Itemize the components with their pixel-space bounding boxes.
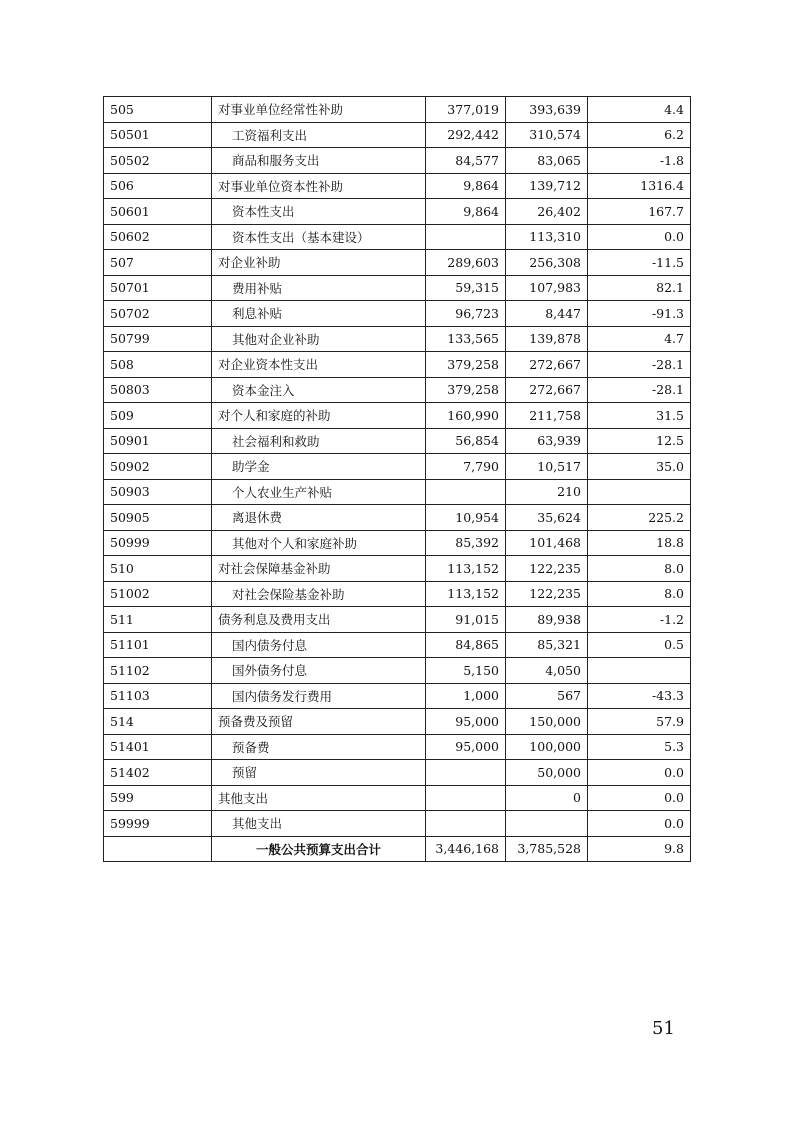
- subject-name-cell: 预备费及预留: [212, 709, 426, 735]
- table-row: [104, 607, 691, 633]
- subject-name-cell: 对社会保障基金补助: [212, 556, 426, 582]
- subject-code-cell: 50502: [104, 148, 212, 174]
- page-number: 51: [652, 1018, 675, 1039]
- subject-code-cell: 505: [104, 97, 212, 123]
- value-2019-cell: 1,000: [426, 683, 506, 709]
- value-2019-cell: 3,446,168: [426, 836, 506, 862]
- subject-name-cell: 一般公共预算支出合计: [212, 836, 426, 862]
- subject-name-cell: 对事业单位资本性补助: [212, 173, 426, 199]
- value-2019-cell: 56,854: [426, 428, 506, 454]
- growth-percent-cell: [588, 658, 691, 684]
- value-2019-cell: 379,258: [426, 377, 506, 403]
- subject-name-cell: 工资福利支出: [212, 122, 426, 148]
- subject-code-cell: 509: [104, 403, 212, 429]
- value-2020-cell: 272,667: [506, 352, 588, 378]
- value-2020-cell: 35,624: [506, 505, 588, 531]
- value-2019-cell: 9,864: [426, 199, 506, 225]
- budget-expenditure-table: [103, 96, 691, 862]
- growth-percent-cell: 4.7: [588, 326, 691, 352]
- value-2019-cell: 95,000: [426, 734, 506, 760]
- value-2019-cell: 113,152: [426, 581, 506, 607]
- value-2019-cell: [426, 785, 506, 811]
- table-row: [104, 556, 691, 582]
- value-2019-cell: 84,577: [426, 148, 506, 174]
- subject-code-cell: 50803: [104, 377, 212, 403]
- table-body: [104, 97, 691, 862]
- table-row: [104, 760, 691, 786]
- value-2019-cell: [426, 479, 506, 505]
- subject-code-cell: 51402: [104, 760, 212, 786]
- value-2020-cell: 113,310: [506, 224, 588, 250]
- subject-name-cell: 对企业补助: [212, 250, 426, 276]
- subject-name-cell: 其他对个人和家庭补助: [212, 530, 426, 556]
- subject-name-cell: 对企业资本性支出: [212, 352, 426, 378]
- table-row: [104, 326, 691, 352]
- subject-code-cell: 51102: [104, 658, 212, 684]
- value-2019-cell: 96,723: [426, 301, 506, 327]
- value-2020-cell: 393,639: [506, 97, 588, 123]
- value-2020-cell: 310,574: [506, 122, 588, 148]
- value-2019-cell: 84,865: [426, 632, 506, 658]
- value-2019-cell: [426, 760, 506, 786]
- table-row: [104, 479, 691, 505]
- subject-name-cell: 利息补贴: [212, 301, 426, 327]
- value-2020-cell: 272,667: [506, 377, 588, 403]
- subject-code-cell: 50702: [104, 301, 212, 327]
- growth-percent-cell: 8.0: [588, 556, 691, 582]
- growth-percent-cell: 35.0: [588, 454, 691, 480]
- subject-name-cell: 其他支出: [212, 785, 426, 811]
- value-2020-cell: 139,878: [506, 326, 588, 352]
- value-2019-cell: 91,015: [426, 607, 506, 633]
- growth-percent-cell: 225.2: [588, 505, 691, 531]
- subject-code-cell: 50901: [104, 428, 212, 454]
- subject-name-cell: 对个人和家庭的补助: [212, 403, 426, 429]
- growth-percent-cell: 0.5: [588, 632, 691, 658]
- value-2020-cell: 139,712: [506, 173, 588, 199]
- total-row: [104, 836, 691, 862]
- table-row: [104, 709, 691, 735]
- value-2020-cell: 100,000: [506, 734, 588, 760]
- value-2019-cell: [426, 811, 506, 837]
- growth-percent-cell: -91.3: [588, 301, 691, 327]
- table-row: [104, 632, 691, 658]
- subject-code-cell: 50602: [104, 224, 212, 250]
- table-row: [104, 122, 691, 148]
- subject-code-cell: 50902: [104, 454, 212, 480]
- value-2019-cell: 9,864: [426, 173, 506, 199]
- value-2020-cell: 107,983: [506, 275, 588, 301]
- subject-name-cell: 其他对企业补助: [212, 326, 426, 352]
- growth-percent-cell: 0.0: [588, 760, 691, 786]
- subject-code-cell: 50999: [104, 530, 212, 556]
- growth-percent-cell: 8.0: [588, 581, 691, 607]
- growth-percent-cell: 4.4: [588, 97, 691, 123]
- table-row: [104, 454, 691, 480]
- table-row: [104, 428, 691, 454]
- subject-name-cell: 国外债务付息: [212, 658, 426, 684]
- value-2020-cell: 256,308: [506, 250, 588, 276]
- value-2020-cell: 26,402: [506, 199, 588, 225]
- growth-percent-cell: 9.8: [588, 836, 691, 862]
- subject-name-cell: 个人农业生产补贴: [212, 479, 426, 505]
- value-2020-cell: 8,447: [506, 301, 588, 327]
- value-2020-cell: [506, 811, 588, 837]
- growth-percent-cell: [588, 479, 691, 505]
- subject-code-cell: 51002: [104, 581, 212, 607]
- growth-percent-cell: 31.5: [588, 403, 691, 429]
- table-row: [104, 301, 691, 327]
- value-2019-cell: 59,315: [426, 275, 506, 301]
- growth-percent-cell: -11.5: [588, 250, 691, 276]
- growth-percent-cell: 0.0: [588, 811, 691, 837]
- value-2020-cell: 210: [506, 479, 588, 505]
- subject-name-cell: 对社会保险基金补助: [212, 581, 426, 607]
- value-2020-cell: 0: [506, 785, 588, 811]
- subject-code-cell: 50905: [104, 505, 212, 531]
- value-2019-cell: 133,565: [426, 326, 506, 352]
- table-row: [104, 97, 691, 123]
- subject-code-cell: 50799: [104, 326, 212, 352]
- table-row: [104, 403, 691, 429]
- value-2019-cell: 160,990: [426, 403, 506, 429]
- value-2019-cell: 292,442: [426, 122, 506, 148]
- value-2020-cell: 85,321: [506, 632, 588, 658]
- value-2019-cell: [426, 224, 506, 250]
- subject-code-cell: [104, 836, 212, 862]
- value-2019-cell: 95,000: [426, 709, 506, 735]
- subject-name-cell: 资本性支出: [212, 199, 426, 225]
- value-2020-cell: 150,000: [506, 709, 588, 735]
- value-2019-cell: 379,258: [426, 352, 506, 378]
- growth-percent-cell: 167.7: [588, 199, 691, 225]
- subject-code-cell: 51101: [104, 632, 212, 658]
- value-2020-cell: 3,785,528: [506, 836, 588, 862]
- table-row: [104, 275, 691, 301]
- subject-name-cell: 国内债务付息: [212, 632, 426, 658]
- value-2020-cell: 89,938: [506, 607, 588, 633]
- growth-percent-cell: 1316.4: [588, 173, 691, 199]
- subject-name-cell: 其他支出: [212, 811, 426, 837]
- subject-code-cell: 510: [104, 556, 212, 582]
- table-row: [104, 148, 691, 174]
- subject-code-cell: 50701: [104, 275, 212, 301]
- value-2020-cell: 83,065: [506, 148, 588, 174]
- growth-percent-cell: -43.3: [588, 683, 691, 709]
- value-2019-cell: 7,790: [426, 454, 506, 480]
- subject-name-cell: 国内债务发行费用: [212, 683, 426, 709]
- table-row: [104, 811, 691, 837]
- subject-code-cell: 507: [104, 250, 212, 276]
- value-2020-cell: 63,939: [506, 428, 588, 454]
- value-2019-cell: 10,954: [426, 505, 506, 531]
- subject-name-cell: 费用补贴: [212, 275, 426, 301]
- table-row: [104, 377, 691, 403]
- table-row: [104, 734, 691, 760]
- subject-code-cell: 51103: [104, 683, 212, 709]
- value-2020-cell: 4,050: [506, 658, 588, 684]
- growth-percent-cell: 18.8: [588, 530, 691, 556]
- table-row: [104, 530, 691, 556]
- subject-code-cell: 508: [104, 352, 212, 378]
- growth-percent-cell: 82.1: [588, 275, 691, 301]
- subject-code-cell: 51401: [104, 734, 212, 760]
- value-2019-cell: 289,603: [426, 250, 506, 276]
- growth-percent-cell: 0.0: [588, 224, 691, 250]
- value-2019-cell: 377,019: [426, 97, 506, 123]
- growth-percent-cell: -1.2: [588, 607, 691, 633]
- subject-code-cell: 506: [104, 173, 212, 199]
- growth-percent-cell: 6.2: [588, 122, 691, 148]
- table-row: [104, 785, 691, 811]
- value-2019-cell: 85,392: [426, 530, 506, 556]
- subject-code-cell: 59999: [104, 811, 212, 837]
- value-2020-cell: 101,468: [506, 530, 588, 556]
- subject-name-cell: 预备费: [212, 734, 426, 760]
- growth-percent-cell: -28.1: [588, 377, 691, 403]
- subject-name-cell: 资本性支出（基本建设）: [212, 224, 426, 250]
- subject-name-cell: 对事业单位经常性补助: [212, 97, 426, 123]
- subject-code-cell: 599: [104, 785, 212, 811]
- subject-name-cell: 助学金: [212, 454, 426, 480]
- value-2020-cell: 122,235: [506, 581, 588, 607]
- subject-name-cell: 社会福利和救助: [212, 428, 426, 454]
- table-row: [104, 224, 691, 250]
- table-row: [104, 658, 691, 684]
- value-2019-cell: 5,150: [426, 658, 506, 684]
- value-2020-cell: 211,758: [506, 403, 588, 429]
- table-row: [104, 683, 691, 709]
- table-row: [104, 250, 691, 276]
- growth-percent-cell: 12.5: [588, 428, 691, 454]
- value-2019-cell: 113,152: [426, 556, 506, 582]
- subject-name-cell: 商品和服务支出: [212, 148, 426, 174]
- subject-name-cell: 债务利息及费用支出: [212, 607, 426, 633]
- growth-percent-cell: 0.0: [588, 785, 691, 811]
- value-2020-cell: 122,235: [506, 556, 588, 582]
- value-2020-cell: 567: [506, 683, 588, 709]
- subject-code-cell: 50903: [104, 479, 212, 505]
- subject-code-cell: 50601: [104, 199, 212, 225]
- growth-percent-cell: -1.8: [588, 148, 691, 174]
- value-2020-cell: 50,000: [506, 760, 588, 786]
- value-2020-cell: 10,517: [506, 454, 588, 480]
- subject-code-cell: 514: [104, 709, 212, 735]
- subject-name-cell: 预留: [212, 760, 426, 786]
- table-row: [104, 505, 691, 531]
- table-row: [104, 199, 691, 225]
- growth-percent-cell: -28.1: [588, 352, 691, 378]
- table-row: [104, 173, 691, 199]
- table-row: [104, 581, 691, 607]
- table-row: [104, 352, 691, 378]
- growth-percent-cell: 57.9: [588, 709, 691, 735]
- subject-code-cell: 50501: [104, 122, 212, 148]
- subject-name-cell: 离退休费: [212, 505, 426, 531]
- growth-percent-cell: 5.3: [588, 734, 691, 760]
- subject-name-cell: 资本金注入: [212, 377, 426, 403]
- subject-code-cell: 511: [104, 607, 212, 633]
